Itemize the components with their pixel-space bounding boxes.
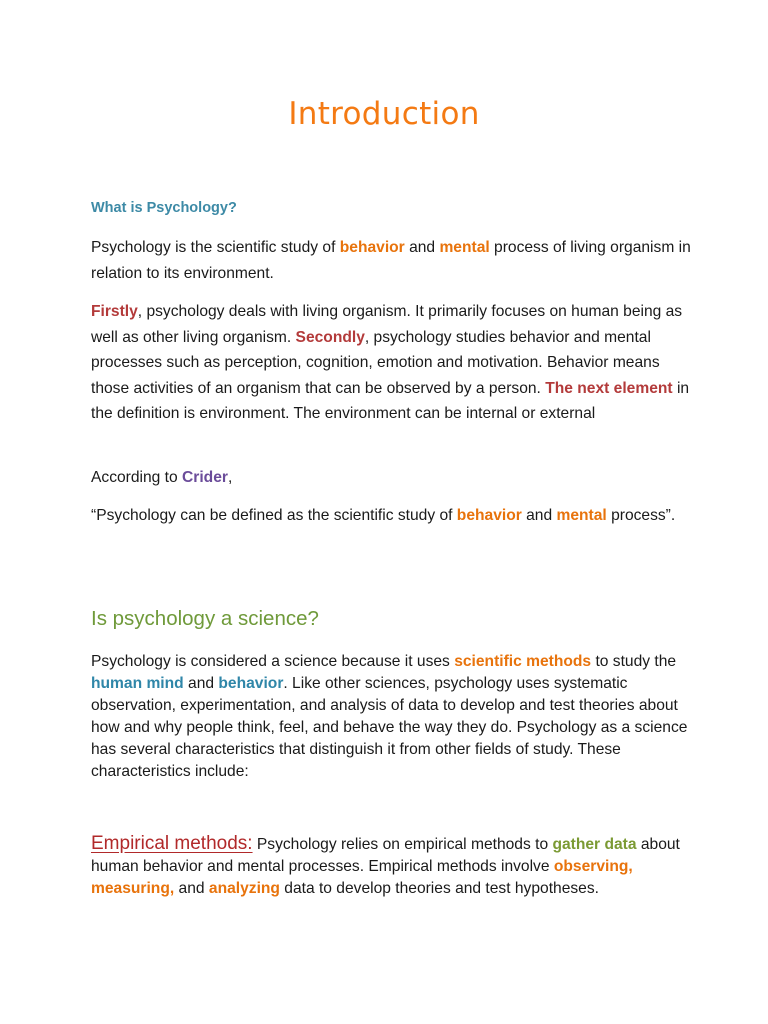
keyword: The next element — [545, 379, 673, 397]
quote-paragraph: “Psychology can be defined as the scientific study of behavior and mental process”. — [91, 507, 676, 524]
keyword: behavior — [456, 507, 522, 524]
according-to-paragraph: According to Crider, — [91, 469, 233, 486]
keyword: mental — [439, 239, 490, 256]
section-heading-is-psychology-a-science: Is psychology a science? — [91, 607, 319, 630]
section-heading-what-is-psychology: What is Psychology? — [91, 200, 237, 216]
keyword: gather data — [552, 836, 637, 853]
definition-paragraph: Psychology is the scientific study of behavior and mental process of living organism in relation to its environment. — [91, 239, 691, 282]
keyword: behavior — [218, 675, 284, 692]
science-paragraph: Psychology is considered a science because it uses scientific methods to study the human mind and behavior. Like other sciences, psychology uses systematic observation, experimentation, and analysis of data to develop and test theories about how and why people think, feel, and behave the way they do. Psychology as a science has several characteristics that distinguish it from other fields of study. These characteristics include: — [91, 653, 688, 780]
keyword: behavior — [339, 239, 405, 256]
keyword: scientific methods — [454, 653, 592, 670]
keyword: Secondly — [295, 328, 365, 346]
keyword: Firstly — [91, 303, 138, 320]
empirical-methods-label: Empirical methods: — [91, 833, 253, 854]
page-title: Introduction — [288, 96, 480, 132]
keyword: human mind — [91, 675, 184, 692]
keyword: mental — [556, 507, 607, 524]
keyword: analyzing — [208, 880, 280, 897]
keyword: observing, measuring, — [91, 858, 633, 897]
empirical-methods-paragraph: Empirical methods: Psychology relies on empirical methods to gather data about human behavior and mental processes. Empirical methods involve observing, measuring, and analyzing data to develop theories and test hypotheses. — [91, 833, 680, 897]
keyword: Crider — [182, 469, 228, 486]
explanation-paragraph: Firstly, psychology deals with living organism. It primarily focuses on human being as well as other living organism. Secondly, psychology studies behavior and mental processes such as perception, cognition, emotion and motivation. Behavior means those activities of an organism that can be observed by a person. The next element in the definition is environment. The environment can be internal or external — [91, 303, 690, 422]
